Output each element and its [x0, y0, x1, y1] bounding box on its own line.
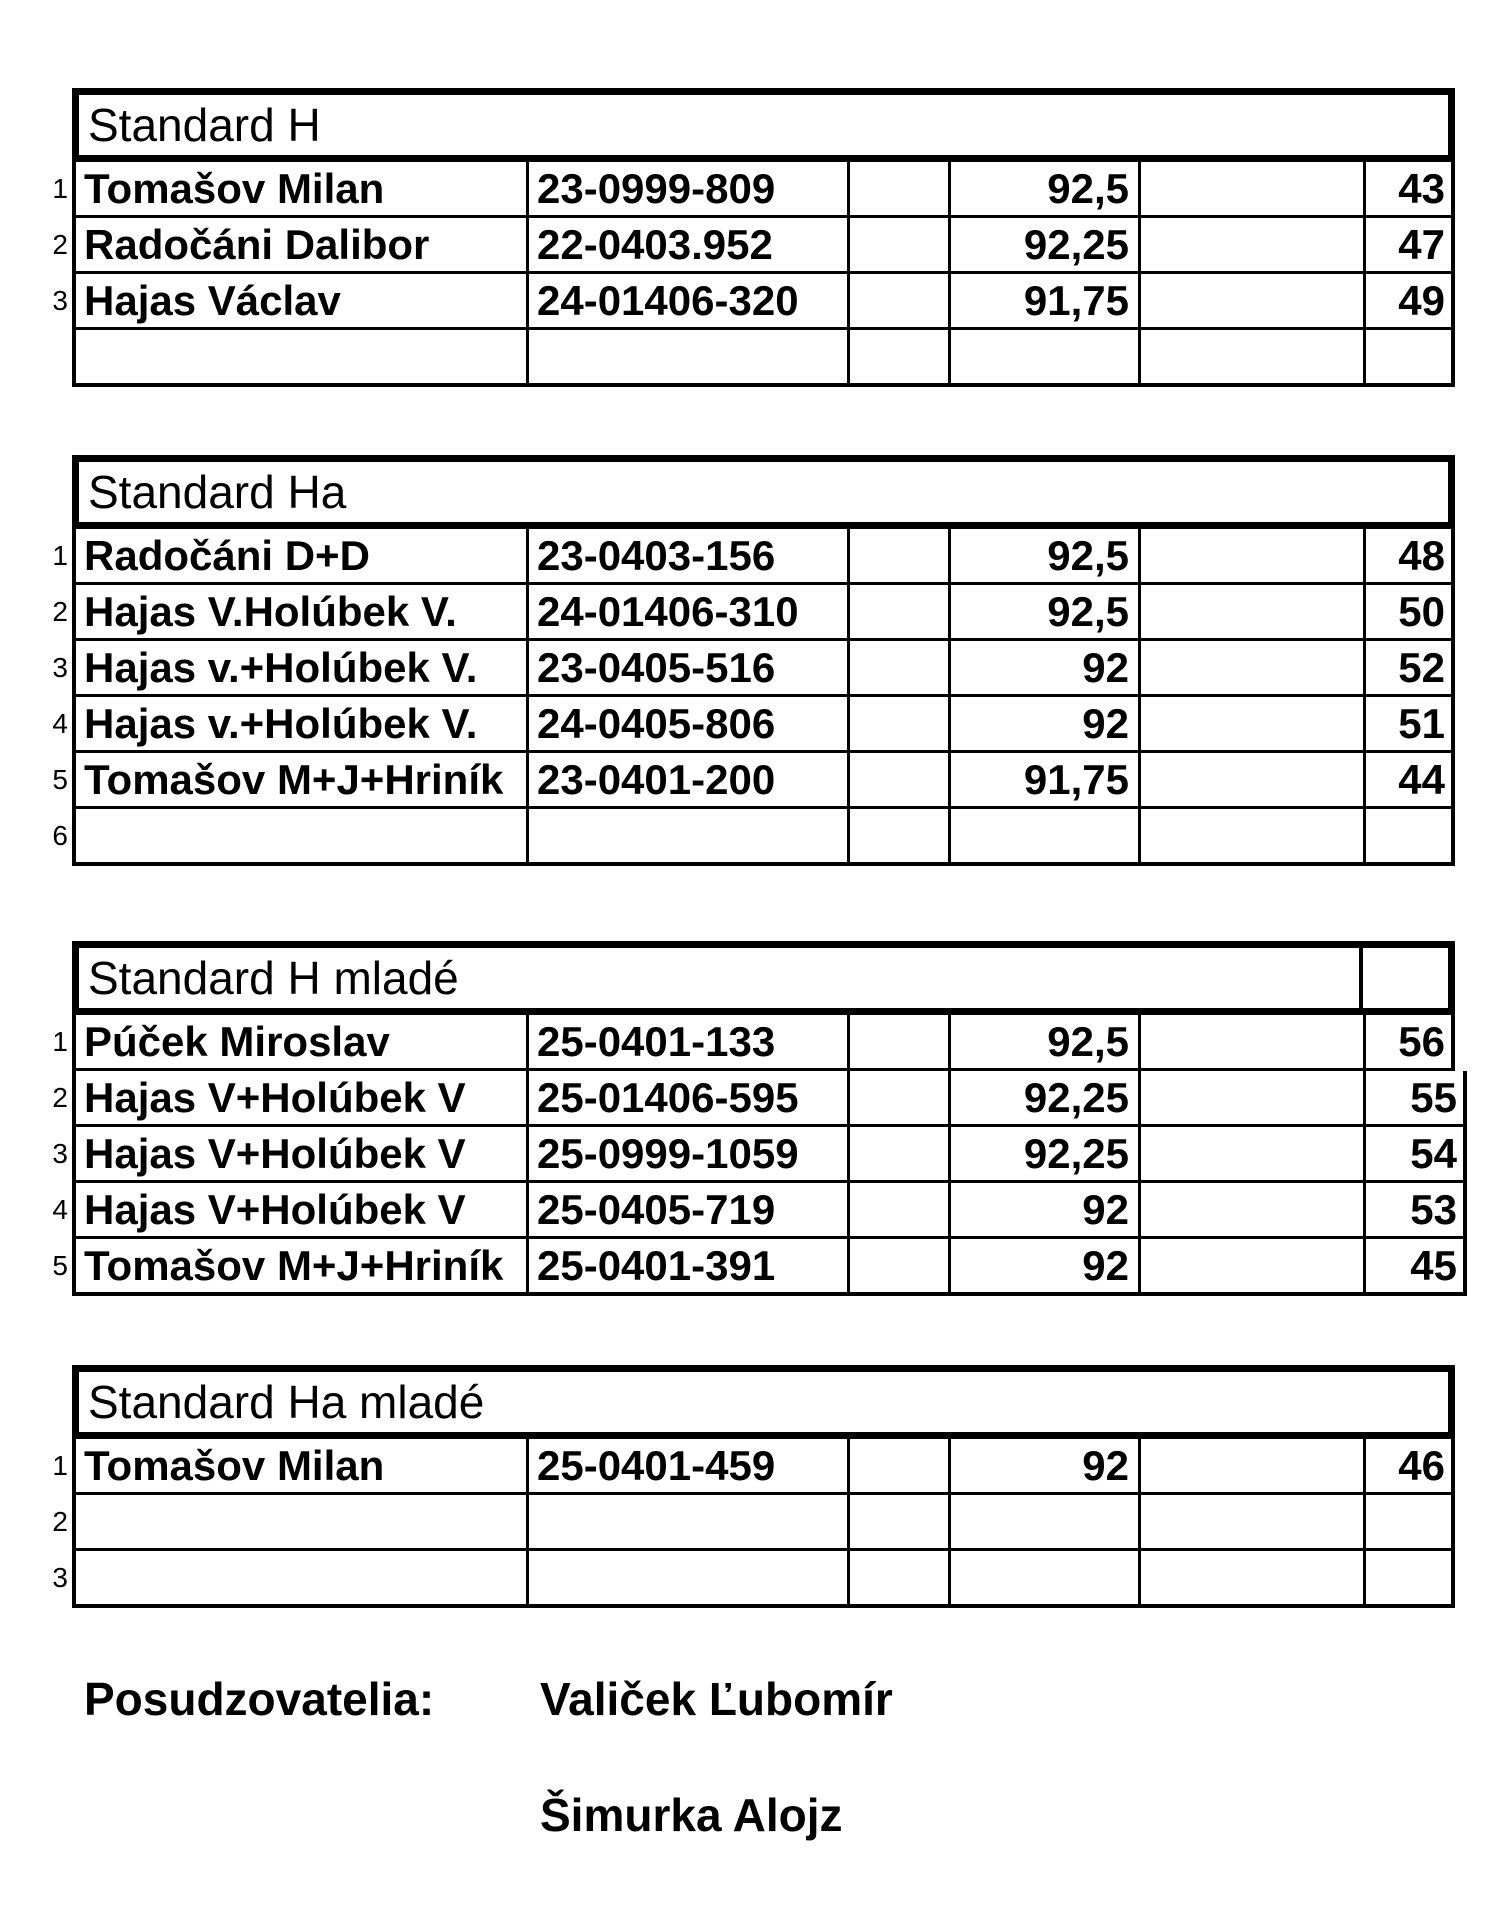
ring-cell: 25-0401-133 [529, 1015, 850, 1068]
table-standard-ha-mlade [52, 1365, 1455, 1608]
final-cell: 44 [1398, 755, 1445, 803]
ring-cell: 25-0401-391 [529, 1239, 850, 1292]
blank-cell [1141, 1127, 1366, 1180]
score-cell: 91,75 [951, 753, 1141, 806]
table-row [52, 641, 1455, 697]
ring-cell: 23-0405-516 [529, 641, 850, 694]
narrow-cell [850, 1183, 951, 1236]
row-number: 2 [52, 1081, 68, 1113]
score-cell: 92,25 [951, 1071, 1141, 1124]
score-cell: 92 [951, 1183, 1141, 1236]
table-rows [52, 1015, 1467, 1296]
score-cell: 92,5 [951, 585, 1141, 638]
narrow-cell [850, 641, 951, 694]
row-number: 3 [52, 284, 68, 316]
name-cell: Tomašov M+J+Hriník [76, 1239, 529, 1292]
final-cell: 56 [1398, 1017, 1445, 1065]
table-standard-h [52, 88, 1455, 387]
name-cell: Hajas V+Holúbek V [76, 1071, 529, 1124]
table-row [52, 1071, 1467, 1127]
table-row [52, 753, 1455, 809]
final-cell: 51 [1398, 699, 1445, 747]
blank-cell [1141, 753, 1366, 806]
narrow-cell [850, 753, 951, 806]
ring-cell: 24-01406-320 [529, 274, 850, 327]
narrow-cell [850, 274, 951, 327]
score-cell: 92 [951, 697, 1141, 750]
table-header [72, 455, 1455, 529]
name-cell: Tomašov Milan [76, 1439, 529, 1492]
row-number: 4 [52, 707, 68, 739]
narrow-cell [850, 1071, 951, 1124]
score-cell: 92,5 [951, 162, 1141, 215]
table-rows [52, 529, 1455, 866]
blank-cell [1141, 218, 1366, 271]
ring-cell [529, 330, 850, 383]
final-cell [1366, 809, 1451, 862]
score-cell: 92,25 [951, 218, 1141, 271]
row-number: 3 [52, 1561, 68, 1593]
table-standard-h-mlade [52, 941, 1467, 1296]
narrow-cell [850, 529, 951, 582]
blank-cell [1141, 1071, 1366, 1124]
judge-name-2: Šimurka Alojz [540, 1789, 843, 1841]
row-number: 3 [52, 1137, 68, 1169]
ring-cell: 23-0999-809 [529, 162, 850, 215]
name-cell [76, 809, 529, 862]
score-cell: 92 [951, 1439, 1141, 1492]
score-cell: 92 [951, 1239, 1141, 1292]
score-cell: 91,75 [951, 274, 1141, 327]
table-standard-ha [52, 455, 1455, 866]
table-title: Standard Ha mladé [88, 1376, 485, 1428]
row-number: 2 [52, 595, 68, 627]
ring-cell: 24-01406-310 [529, 585, 850, 638]
row-number: 1 [52, 539, 68, 571]
score-cell: 92,25 [951, 1127, 1141, 1180]
name-cell [76, 1551, 529, 1604]
table-row [52, 1015, 1455, 1071]
blank-cell [1141, 641, 1366, 694]
ring-cell: 25-01406-595 [529, 1071, 850, 1124]
blank-cell [1141, 162, 1366, 215]
row-number: 6 [52, 819, 68, 851]
name-cell: Tomašov Milan [76, 162, 529, 215]
score-cell [951, 1495, 1141, 1548]
name-cell [76, 330, 529, 383]
table-row [52, 697, 1455, 753]
ring-cell [529, 1495, 850, 1548]
score-cell: 92,5 [951, 1015, 1141, 1068]
judges-label: Posudzovatelia: [84, 1673, 435, 1725]
table-title: Standard H mladé [88, 952, 459, 1004]
narrow-cell [850, 330, 951, 383]
row-number: 2 [52, 1505, 68, 1537]
ring-cell: 23-0403-156 [529, 529, 850, 582]
narrow-cell [850, 162, 951, 215]
table-row [52, 1239, 1467, 1296]
narrow-cell [850, 809, 951, 862]
narrow-cell [850, 1439, 951, 1492]
table-title: Standard Ha [88, 466, 347, 518]
row-number: 5 [52, 1249, 68, 1281]
name-cell [76, 1495, 529, 1548]
final-cell: 46 [1398, 1441, 1445, 1489]
table-row [52, 162, 1455, 218]
table-title: Standard H [88, 99, 321, 151]
narrow-cell [850, 697, 951, 750]
narrow-cell [850, 1495, 951, 1548]
narrow-cell [850, 1239, 951, 1292]
score-cell: 92,5 [951, 529, 1141, 582]
name-cell: Hajas Václav [76, 274, 529, 327]
ring-cell: 22-0403.952 [529, 218, 850, 271]
narrow-cell [850, 1015, 951, 1068]
row-number: 4 [52, 1193, 68, 1225]
final-cell: 54 [1410, 1129, 1457, 1177]
final-cell [1366, 1551, 1451, 1604]
final-cell: 55 [1410, 1073, 1457, 1121]
table-row [52, 1183, 1467, 1239]
name-cell: Tomašov M+J+Hriník [76, 753, 529, 806]
blank-cell [1141, 1551, 1366, 1604]
table-row [52, 1127, 1467, 1183]
final-cell: 48 [1398, 531, 1445, 579]
table-row [72, 330, 1455, 387]
score-cell: 92 [951, 641, 1141, 694]
narrow-cell [850, 585, 951, 638]
table-row [52, 529, 1455, 585]
header-end-cell [1359, 948, 1448, 1008]
name-cell: Hajas V.Holúbek V. [76, 585, 529, 638]
row-number: 2 [52, 228, 68, 260]
blank-cell [1141, 1439, 1366, 1492]
blank-cell [1141, 529, 1366, 582]
ring-cell: 25-0999-1059 [529, 1127, 850, 1180]
row-number: 1 [52, 172, 68, 204]
ring-cell: 23-0401-200 [529, 753, 850, 806]
blank-cell [1141, 697, 1366, 750]
table-header [72, 1365, 1455, 1439]
name-cell: Radočáni Dalibor [76, 218, 529, 271]
score-cell [951, 809, 1141, 862]
table-rows [52, 1439, 1455, 1608]
ring-cell: 24-0405-806 [529, 697, 850, 750]
name-cell: Radočáni D+D [76, 529, 529, 582]
table-row [52, 809, 1455, 866]
table-row [52, 274, 1455, 330]
name-cell: Hajas V+Holúbek V [76, 1127, 529, 1180]
blank-cell [1141, 1495, 1366, 1548]
ring-cell [529, 1551, 850, 1604]
final-cell: 50 [1398, 587, 1445, 635]
row-number: 1 [52, 1025, 68, 1057]
blank-cell [1141, 1239, 1366, 1292]
name-cell: Hajas v.+Holúbek V. [76, 641, 529, 694]
table-header [72, 88, 1455, 162]
final-cell [1366, 330, 1451, 383]
score-cell [951, 1551, 1141, 1604]
final-cell: 45 [1410, 1241, 1457, 1289]
judges-row [84, 1668, 893, 1730]
table-row [52, 585, 1455, 641]
final-cell: 53 [1410, 1185, 1457, 1233]
table-row [52, 1439, 1455, 1495]
judge-name-1: Valiček Ľubomír [540, 1673, 893, 1725]
ring-cell [529, 809, 850, 862]
row-number: 1 [52, 1449, 68, 1481]
row-number: 5 [52, 763, 68, 795]
blank-cell [1141, 1183, 1366, 1236]
table-row [52, 218, 1455, 274]
blank-cell [1141, 585, 1366, 638]
name-cell: Hajas V+Holúbek V [76, 1183, 529, 1236]
blank-cell [1141, 809, 1366, 862]
table-header [72, 941, 1455, 1015]
final-cell [1366, 1495, 1451, 1548]
score-cell [951, 330, 1141, 383]
final-cell: 49 [1398, 276, 1445, 324]
table-row [52, 1495, 1455, 1551]
ring-cell: 25-0401-459 [529, 1439, 850, 1492]
final-cell: 43 [1398, 164, 1445, 212]
narrow-cell [850, 218, 951, 271]
narrow-cell [850, 1127, 951, 1180]
name-cell: Púček Miroslav [76, 1015, 529, 1068]
table-row [52, 1551, 1455, 1608]
blank-cell [1141, 274, 1366, 327]
blank-cell [1141, 1015, 1366, 1068]
name-cell: Hajas v.+Holúbek V. [76, 697, 529, 750]
blank-cell [1141, 330, 1366, 383]
final-cell: 52 [1398, 643, 1445, 691]
final-cell: 47 [1398, 220, 1445, 268]
table-rows [52, 162, 1455, 387]
narrow-cell [850, 1551, 951, 1604]
ring-cell: 25-0405-719 [529, 1183, 850, 1236]
row-number: 3 [52, 651, 68, 683]
